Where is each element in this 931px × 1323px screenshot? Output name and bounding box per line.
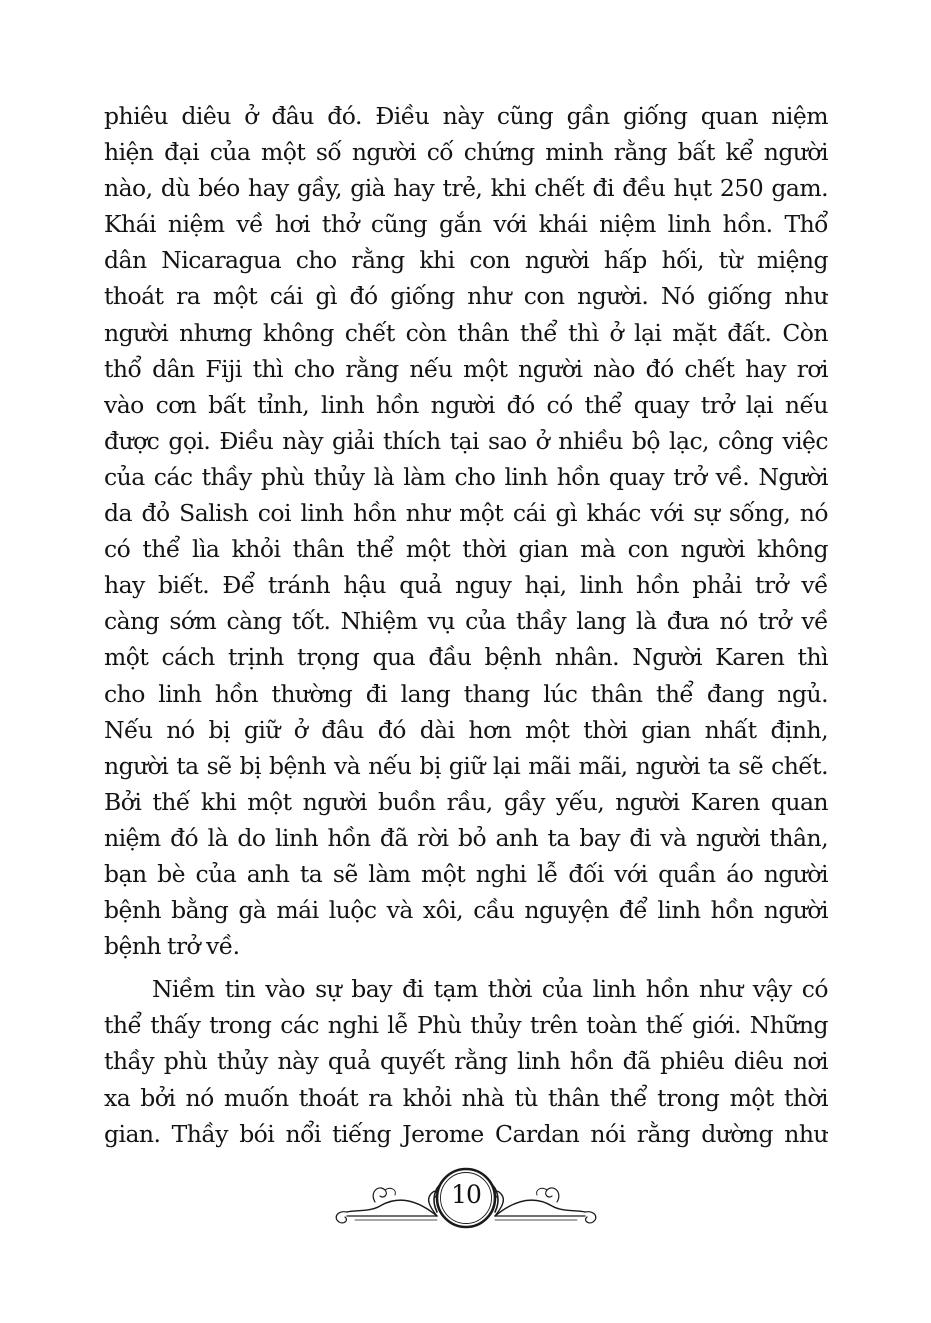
text-line: xa bởi nó muốn thoát ra khỏi nhà tù thân thể trong một thời — [104, 1083, 828, 1112]
text-line: vào cơn bất tỉnh, linh hồn người đó có thể quay trở lại nếu — [104, 390, 828, 419]
text-line: bệnh trở về. — [104, 932, 240, 961]
text-line: cho linh hồn thường đi lang thang lúc thân thể đang ngủ. — [104, 679, 828, 708]
text-line: dân Nicaragua cho rằng khi con người hấp hối, từ miệng — [104, 246, 828, 275]
text-line: có thể lìa khỏi thân thể một thời gian mà con người không — [104, 535, 828, 564]
text-line: thầy phù thủy này quả quyết rằng linh hồn đã phiêu diêu nơi — [104, 1047, 828, 1076]
text-line: Khái niệm về hơi thở cũng gắn với khái niệm linh hồn. Thổ — [104, 210, 828, 239]
text-line: Nếu nó bị giữ ở đâu đó dài hơn một thời gian nhất định, — [104, 715, 828, 744]
text-line: Bởi thế khi một người buồn rầu, gầy yếu, người Karen quan — [104, 787, 828, 816]
paragraph-1 — [104, 98, 828, 964]
body-text — [104, 98, 828, 1152]
text-line: nào, dù béo hay gầy, già hay trẻ, khi chết đi đều hụt 250 gam. — [104, 174, 828, 203]
text-line: phiêu diêu ở đâu đó. Điều này cũng gần giống quan niệm — [104, 102, 828, 130]
text-line: thổ dân Fiji thì cho rằng nếu một người nào đó chết hay rơi — [104, 354, 828, 383]
text-line: của các thầy phù thủy là làm cho linh hồn quay trở về. Người — [104, 462, 828, 491]
text-line: hiện đại của một số người cố chứng minh rằng bất kể người — [104, 138, 828, 167]
page-footer — [325, 1162, 607, 1238]
text-line: một cách trịnh trọng qua đầu bệnh nhân. Người Karen thì — [104, 643, 828, 672]
page-number: 10 — [451, 1180, 481, 1209]
paragraph-gap — [104, 964, 828, 971]
text-line: hay biết. Để tránh hậu quả nguy hại, linh hồn phải trở về — [104, 571, 828, 600]
text-line: gian. Thầy bói nổi tiếng Jerome Cardan nói rằng dường như — [104, 1119, 828, 1148]
text-line: người ta sẽ bị bệnh và nếu bị giữ lại mãi mãi, người ta sẽ chết. — [104, 751, 828, 780]
text-line: thể thấy trong các nghi lễ Phù thủy trên toàn thế giới. Những — [104, 1011, 828, 1040]
text-line: Niềm tin vào sự bay đi tạm thời của linh hồn như vậy có — [152, 975, 828, 1004]
text-line: da đỏ Salish coi linh hồn như một cái gì khác với sự sống, nó — [104, 499, 828, 528]
text-line: niệm đó là do linh hồn đã rời bỏ anh ta bay đi và người thân, — [104, 823, 828, 852]
text-line: bệnh bằng gà mái luộc và xôi, cầu nguyện để linh hồn người — [104, 896, 828, 925]
paragraph-2 — [104, 971, 828, 1151]
text-line: người nhưng không chết còn thân thể thì ở lại mặt đất. Còn — [104, 318, 828, 347]
text-line: càng sớm càng tốt. Nhiệm vụ của thầy lang là đưa nó trở về — [104, 607, 828, 636]
text-line: thoát ra một cái gì đó giống như con người. Nó giống như — [104, 282, 828, 311]
text-line: được gọi. Điều này giải thích tại sao ở nhiều bộ lạc, công việc — [104, 426, 828, 455]
text-line: bạn bè của anh ta sẽ làm một nghi lễ đối với quần áo người — [104, 859, 828, 888]
